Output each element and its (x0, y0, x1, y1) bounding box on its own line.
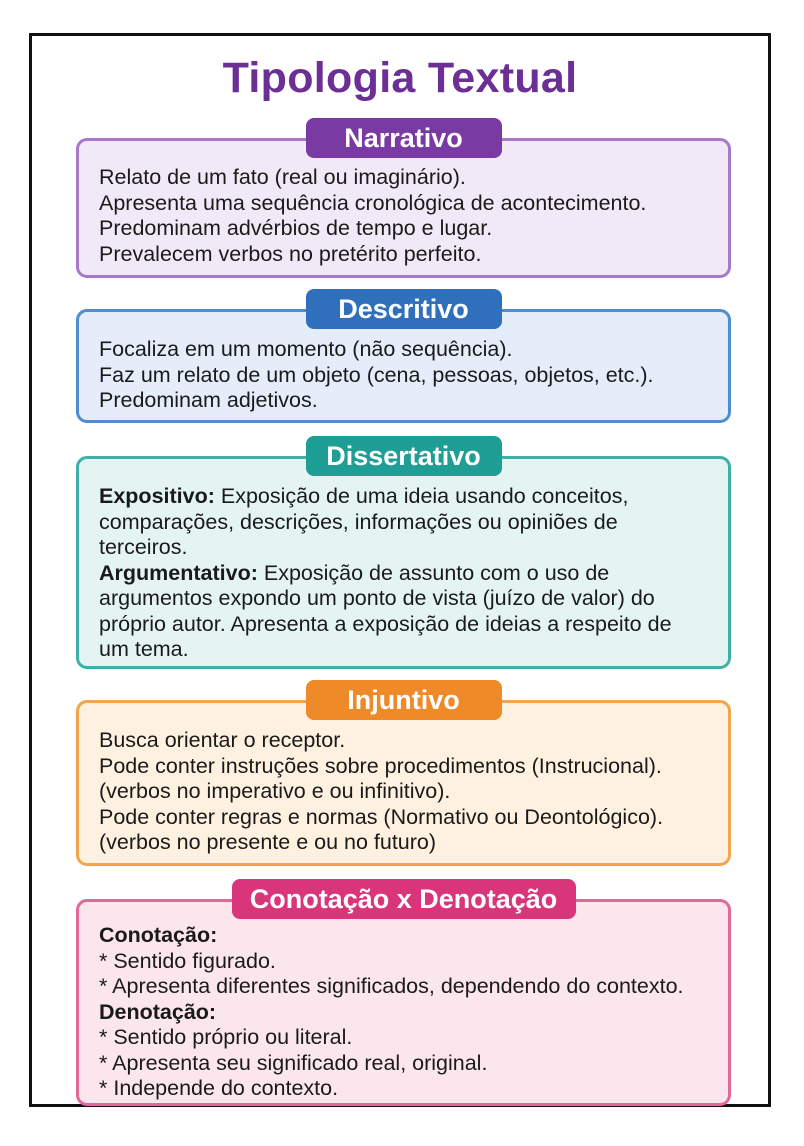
body-line: Predominam advérbios de tempo e lugar. (99, 216, 493, 240)
section-label-conotacao-denotacao: Conotação x Denotação (232, 879, 576, 919)
body-line: Focaliza em um momento (não sequência). (99, 337, 513, 361)
body-line: * Independe do contexto. (99, 1076, 339, 1100)
term-argumentativo: Argumentativo: (99, 560, 258, 585)
section-label-narrativo: Narrativo (306, 118, 502, 158)
section-narrativo (76, 118, 731, 278)
section-body (76, 700, 731, 866)
body-line: (verbos no presente e ou no futuro) (99, 830, 437, 854)
body-line: Prevalecem verbos no pretérito perfeito. (99, 241, 482, 266)
body-text: Exposição de uma ideia usando conceitos, (214, 484, 629, 508)
section-body (76, 138, 731, 278)
heading-text: Conotação: (99, 923, 218, 947)
body-line: comparações, descrições, informações ou opiniões de (99, 509, 618, 534)
body-line: * Apresenta seu significado real, original. (99, 1050, 488, 1075)
body-line: Apresenta uma sequência cronológica de acontecimento. (99, 190, 647, 215)
subheading-denotacao (99, 1000, 728, 1026)
heading-text: Denotação: (99, 999, 217, 1024)
body-line: * Sentido figurado. (99, 948, 276, 973)
poster-frame (29, 33, 771, 1107)
section-descritivo (76, 289, 731, 423)
section-body (76, 899, 731, 1106)
body-line: Faz um relato de um objeto (cena, pessoas, objetos, etc.). (99, 362, 654, 387)
body-line (99, 484, 728, 510)
body-line: Pode conter instruções sobre procedimentos (Instrucional). (99, 753, 662, 778)
section-dissertativo (76, 436, 731, 669)
body-line: próprio autor. Apresenta a exposição de ideias a respeito de (99, 611, 672, 636)
body-line: argumentos expondo um ponto de vista (juízo de valor) do (99, 586, 655, 610)
body-line: * Sentido próprio ou literal. (99, 1025, 353, 1049)
body-text: Exposição de assunto com o uso de (257, 560, 610, 585)
body-line: terceiros. (99, 535, 188, 559)
term-expositivo: Expositivo: (99, 484, 215, 508)
section-label-dissertativo: Dissertativo (306, 436, 502, 476)
section-injuntivo (76, 680, 731, 866)
page-title: Tipologia Textual (222, 54, 578, 102)
body-line: Pode conter regras e normas (Normativo ou Deontológico). (99, 804, 664, 829)
body-line: * Apresenta diferentes significados, dependendo do contexto. (99, 974, 684, 998)
body-line: Relato de um fato (real ou imaginário). (99, 165, 466, 189)
section-label-descritivo: Descritivo (306, 289, 502, 329)
body-line: Predominam adjetivos. (99, 388, 318, 412)
body-line: Busca orientar o receptor. (99, 728, 346, 752)
subheading-conotacao (99, 923, 728, 949)
body-line: (verbos no imperativo e ou infinitivo). (99, 779, 451, 803)
section-conotacao-denotacao (76, 879, 731, 1106)
section-label-injuntivo: Injuntivo (306, 680, 502, 720)
body-line (99, 561, 728, 587)
section-body (76, 456, 731, 669)
body-line: um tema. (99, 637, 189, 661)
